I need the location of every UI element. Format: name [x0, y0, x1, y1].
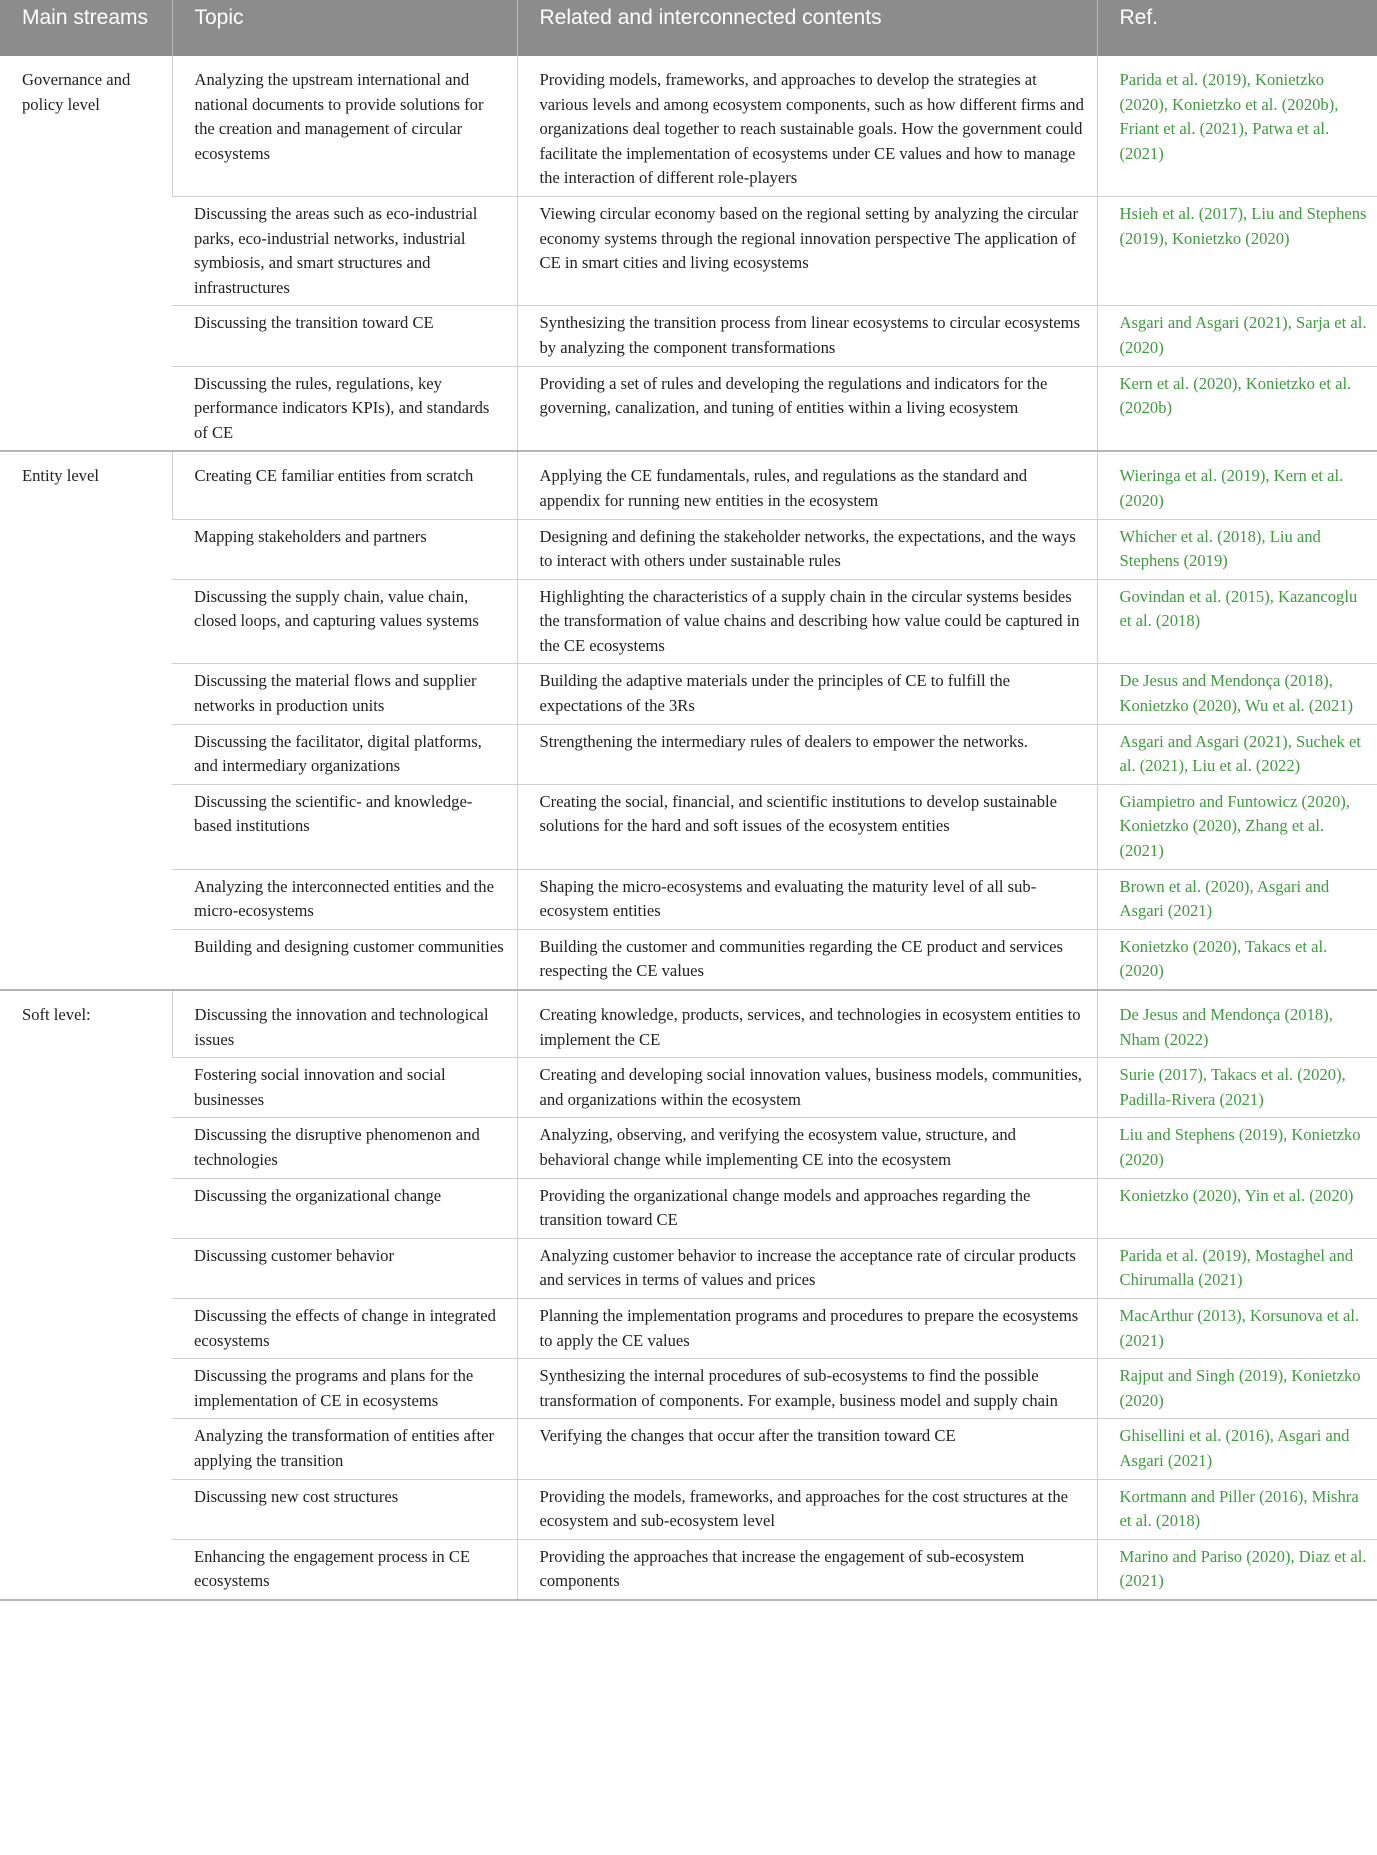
ref-cell: Whicher et al. (2018), Liu and Stephens (2019) [1097, 519, 1377, 579]
ref-cell: Parida et al. (2019), Mostaghel and Chirumalla (2021) [1097, 1238, 1377, 1298]
table-row [0, 306, 1377, 366]
topic-cell: Mapping stakeholders and partners [172, 519, 517, 579]
table-row [0, 196, 1377, 305]
contents-cell: Providing the organizational change models and approaches regarding the transition toward CE [517, 1178, 1097, 1238]
table-row [0, 784, 1377, 869]
main-stream-cell: Governance and policy level [0, 56, 172, 451]
table-row [0, 451, 1377, 519]
table-body [0, 56, 1377, 1600]
ref-cell: Kortmann and Piller (2016), Mishra et al. (2018) [1097, 1479, 1377, 1539]
table-row [0, 1298, 1377, 1358]
table-row [0, 1539, 1377, 1600]
topic-cell: Discussing the effects of change in integrated ecosystems [172, 1298, 517, 1358]
topic-cell: Discussing the disruptive phenomenon and technologies [172, 1118, 517, 1178]
topic-cell: Analyzing the transformation of entities after applying the transition [172, 1419, 517, 1479]
topic-cell: Discussing the rules, regulations, key performance indicators KPIs), and standards of CE [172, 366, 517, 451]
topic-cell: Discussing the organizational change [172, 1178, 517, 1238]
contents-cell: Applying the CE fundamentals, rules, and regulations as the standard and appendix for running new entities in the ecosystem [517, 451, 1097, 519]
contents-cell: Providing models, frameworks, and approaches to develop the strategies at various levels and among ecosystem components, such as how different firms and organizations deal together to reach sustainable goals. How the government could facilitate the implementation of ecosystems under CE values and how to manage the interaction of different role-players [517, 56, 1097, 196]
ref-cell: Brown et al. (2020), Asgari and Asgari (2021) [1097, 869, 1377, 929]
contents-cell: Creating knowledge, products, services, and technologies in ecosystem entities to implement the CE [517, 990, 1097, 1058]
topic-cell: Discussing the areas such as eco-industrial parks, eco-industrial networks, industrial symbiosis, and smart structures and infrastructures [172, 196, 517, 305]
table-row [0, 1359, 1377, 1419]
contents-cell: Strengthening the intermediary rules of dealers to empower the networks. [517, 724, 1097, 784]
contents-cell: Providing the models, frameworks, and approaches for the cost structures at the ecosystem and sub-ecosystem level [517, 1479, 1097, 1539]
topic-cell: Discussing customer behavior [172, 1238, 517, 1298]
ref-cell: Hsieh et al. (2017), Liu and Stephens (2019), Konietzko (2020) [1097, 196, 1377, 305]
table-row [0, 366, 1377, 451]
ref-cell: Kern et al. (2020), Konietzko et al. (2020b) [1097, 366, 1377, 451]
ref-cell: Asgari and Asgari (2021), Suchek et al. (2021), Liu et al. (2022) [1097, 724, 1377, 784]
contents-cell: Highlighting the characteristics of a supply chain in the circular systems besides the transformation of value chains and describing how value could be captured in the CE ecosystems [517, 579, 1097, 664]
contents-cell: Building the adaptive materials under the principles of CE to fulfill the expectations of the 3Rs [517, 664, 1097, 724]
table-header [0, 0, 1377, 56]
ref-cell: Konietzko (2020), Yin et al. (2020) [1097, 1178, 1377, 1238]
ref-cell: De Jesus and Mendonça (2018), Konietzko (2020), Wu et al. (2021) [1097, 664, 1377, 724]
table-row [0, 869, 1377, 929]
ref-cell: Rajput and Singh (2019), Konietzko (2020) [1097, 1359, 1377, 1419]
ref-cell: Surie (2017), Takacs et al. (2020), Padilla-Rivera (2021) [1097, 1058, 1377, 1118]
table-row [0, 1419, 1377, 1479]
topic-cell: Discussing the scientific- and knowledge-based institutions [172, 784, 517, 869]
topic-cell: Analyzing the interconnected entities and the micro-ecosystems [172, 869, 517, 929]
topic-cell: Discussing the facilitator, digital platforms, and intermediary organizations [172, 724, 517, 784]
table-row [0, 990, 1377, 1058]
header-topic: Topic [172, 0, 517, 56]
topic-cell: Discussing the programs and plans for the implementation of CE in ecosystems [172, 1359, 517, 1419]
contents-cell: Synthesizing the transition process from linear ecosystems to circular ecosystems by analyzing the component transformations [517, 306, 1097, 366]
contents-cell: Creating the social, financial, and scientific institutions to develop sustainable solutions for the hard and soft issues of the ecosystem entities [517, 784, 1097, 869]
ref-cell: Konietzko (2020), Takacs et al. (2020) [1097, 929, 1377, 990]
table-row [0, 724, 1377, 784]
contents-cell: Verifying the changes that occur after the transition toward CE [517, 1419, 1097, 1479]
table-row [0, 1178, 1377, 1238]
table-row [0, 519, 1377, 579]
table-row [0, 1118, 1377, 1178]
header-contents: Related and interconnected contents [517, 0, 1097, 56]
ref-cell: Govindan et al. (2015), Kazancoglu et al. (2018) [1097, 579, 1377, 664]
topic-cell: Enhancing the engagement process in CE ecosystems [172, 1539, 517, 1600]
topic-cell: Analyzing the upstream international and national documents to provide solutions for the creation and management of circular ecosystems [172, 56, 517, 196]
contents-cell: Analyzing, observing, and verifying the ecosystem value, structure, and behavioral change while implementing CE into the ecosystem [517, 1118, 1097, 1178]
table-row [0, 1238, 1377, 1298]
topic-cell: Discussing the material flows and supplier networks in production units [172, 664, 517, 724]
ref-cell: MacArthur (2013), Korsunova et al. (2021) [1097, 1298, 1377, 1358]
ref-cell: Liu and Stephens (2019), Konietzko (2020) [1097, 1118, 1377, 1178]
contents-cell: Providing the approaches that increase the engagement of sub-ecosystem components [517, 1539, 1097, 1600]
contents-cell: Designing and defining the stakeholder networks, the expectations, and the ways to interact with others under sustainable rules [517, 519, 1097, 579]
topic-cell: Discussing new cost structures [172, 1479, 517, 1539]
contents-cell: Providing a set of rules and developing the regulations and indicators for the governing, canalization, and tuning of entities within a living ecosystem [517, 366, 1097, 451]
contents-cell: Shaping the micro-ecosystems and evaluating the maturity level of all sub-ecosystem entities [517, 869, 1097, 929]
ref-cell: Wieringa et al. (2019), Kern et al. (2020) [1097, 451, 1377, 519]
contents-cell: Planning the implementation programs and procedures to prepare the ecosystems to apply the CE values [517, 1298, 1097, 1358]
topic-cell: Discussing the supply chain, value chain, closed loops, and capturing values systems [172, 579, 517, 664]
main-stream-cell: Entity level [0, 451, 172, 990]
ref-cell: De Jesus and Mendonça (2018), Nham (2022) [1097, 990, 1377, 1058]
topic-cell: Discussing the innovation and technological issues [172, 990, 517, 1058]
topic-cell: Discussing the transition toward CE [172, 306, 517, 366]
ref-cell: Ghisellini et al. (2016), Asgari and Asgari (2021) [1097, 1419, 1377, 1479]
contents-cell: Viewing circular economy based on the regional setting by analyzing the circular economy systems through the regional innovation perspective The application of CE in smart cities and living ecosystems [517, 196, 1097, 305]
contents-cell: Creating and developing social innovation values, business models, communities, and organizations within the ecosystem [517, 1058, 1097, 1118]
table-row [0, 664, 1377, 724]
header-row [0, 0, 1377, 56]
table-row [0, 929, 1377, 990]
table-row [0, 1058, 1377, 1118]
table-row [0, 579, 1377, 664]
header-ref: Ref. [1097, 0, 1377, 56]
topic-cell: Building and designing customer communities [172, 929, 517, 990]
table-row [0, 1479, 1377, 1539]
main-stream-cell: Soft level: [0, 990, 172, 1600]
topic-cell: Fostering social innovation and social businesses [172, 1058, 517, 1118]
contents-cell: Building the customer and communities regarding the CE product and services respecting the CE values [517, 929, 1097, 990]
topic-cell: Creating CE familiar entities from scratch [172, 451, 517, 519]
contents-cell: Synthesizing the internal procedures of sub-ecosystems to find the possible transformation of components. For example, business model and supply chain [517, 1359, 1097, 1419]
ref-cell: Marino and Pariso (2020), Diaz et al. (2021) [1097, 1539, 1377, 1600]
ref-cell: Parida et al. (2019), Konietzko (2020), Konietzko et al. (2020b), Friant et al. (2021), Patwa et al. (2021) [1097, 56, 1377, 196]
ref-cell: Asgari and Asgari (2021), Sarja et al. (2020) [1097, 306, 1377, 366]
ref-cell: Giampietro and Funtowicz (2020), Konietzko (2020), Zhang et al. (2021) [1097, 784, 1377, 869]
contents-cell: Analyzing customer behavior to increase the acceptance rate of circular products and services in terms of values and prices [517, 1238, 1097, 1298]
header-main-streams: Main streams [0, 0, 172, 56]
table-row [0, 56, 1377, 196]
